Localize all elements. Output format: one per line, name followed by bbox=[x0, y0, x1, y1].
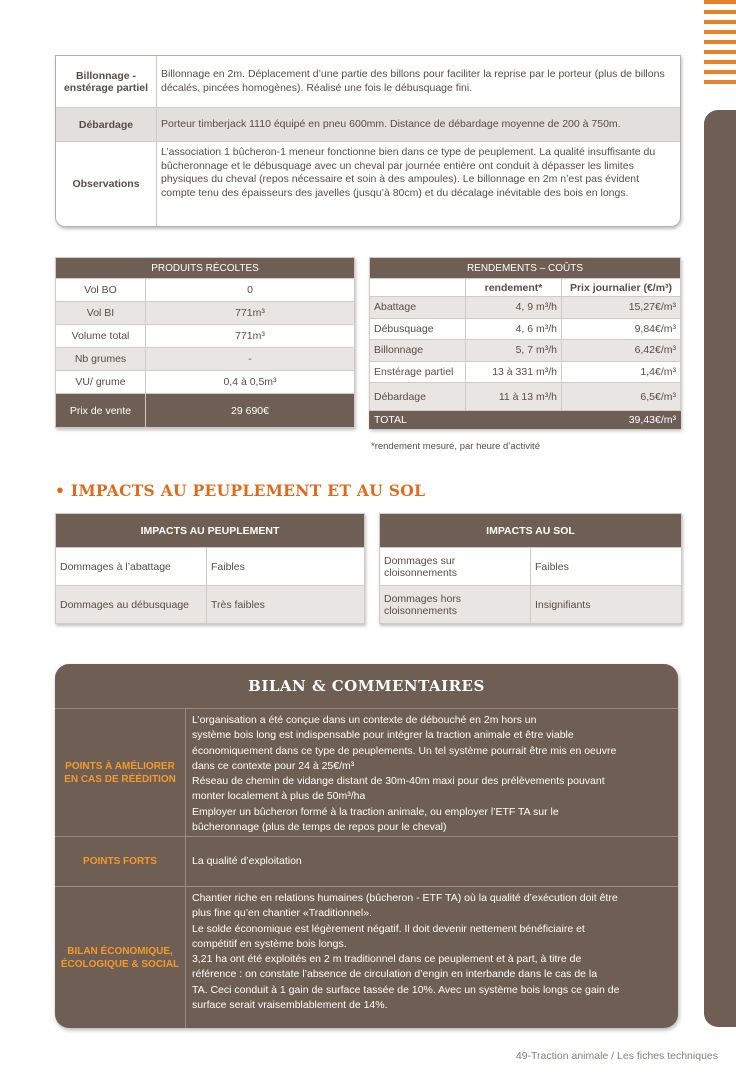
bilan-line: L’organisation a été conçue dans un contexte de débouché en 2m hors un bbox=[192, 714, 537, 726]
prix-value: 1,4€/m³ bbox=[562, 361, 681, 383]
bilan-line: Employer un bûcheron formé à la traction animale, ou employer l’ETF TA sur le bbox=[192, 805, 559, 818]
total-label: TOTAL bbox=[370, 411, 466, 429]
rendement-col-header: rendement* bbox=[466, 279, 562, 297]
rend-value: 4, 9 m³/h bbox=[466, 297, 562, 319]
corner-stripes bbox=[704, 0, 736, 90]
operations-label: Observations bbox=[56, 142, 157, 226]
operations-table bbox=[55, 55, 681, 227]
bilan-title: BILAN & COMMENTAIRES bbox=[248, 677, 485, 695]
bilan-row-label: POINTS À AMÉLIORER EN CAS DE RÉÉDITION bbox=[55, 709, 186, 836]
operations-row bbox=[56, 108, 680, 142]
impact-value: Insignifiants bbox=[531, 586, 682, 624]
rendements-table bbox=[369, 257, 681, 429]
bilan-line: La qualité d’exploitation bbox=[192, 854, 302, 867]
impact-label: Dommages sur cloisonnements bbox=[380, 548, 531, 586]
produits-label: Nb grumes bbox=[56, 348, 146, 371]
bilan-line: compétitif en système bois longs. bbox=[192, 937, 347, 950]
bilan-line: monter localement à plus de 50m³/ha bbox=[192, 790, 366, 803]
page-footer: 49-Traction animale / Les fiches techniques bbox=[515, 1050, 718, 1062]
operations-value: Porteur timberjack 1110 équipé en pneu 600mm. Distance de débardage moyenne de 200 à 750m. bbox=[161, 117, 621, 130]
bilan-line: Chantier riche en relations humaines (bûcheron - ETF TA) où la qualité d’exécution doit être bbox=[192, 892, 618, 904]
prix-value: 9,84€/m³ bbox=[562, 318, 681, 340]
rend-value: 5, 7 m³/h bbox=[466, 340, 562, 362]
operations-row bbox=[56, 142, 680, 226]
bilan-row bbox=[55, 886, 678, 1028]
section-title: • IMPACTS AU PEUPLEMENT ET AU SOL bbox=[55, 481, 426, 500]
operations-value: L’association 1 bûcheron-1 meneur fonctionne bien dans ce type de peuplement. La qualité insuffisante du bûcheronnage et le débusquage avec un cheval par journée entière ont conduit à dépasser les limites physiques du cheval (repos nécessaire et soin à des ampoules). Le billonnage en 2m n’est pas évident compte tenu des épaisseurs des javelles (jusqu’à 80cm) et du décalage inévitable des bois en longs. bbox=[161, 146, 656, 199]
produits-value: 771m³ bbox=[146, 325, 355, 348]
operations-value: Billonnage en 2m. Déplacement d’une partie des billons pour faciliter la reprise par le porteur (plus de billons décalés, pincées homogènes). Réalisé une fois le débusquage fini. bbox=[161, 68, 665, 94]
bilan-line: Le solde économique est légèrement négatif. Il doit devenir nettement bénéficiaire et bbox=[192, 922, 585, 935]
produits-label: Vol BI bbox=[56, 302, 146, 325]
rend-label: Abattage bbox=[370, 297, 466, 319]
rendements-header: RENDEMENTS – COÛTS bbox=[370, 258, 681, 279]
total-value: 39,43€/m³ bbox=[562, 411, 681, 429]
impact-value: Faibles bbox=[531, 548, 682, 586]
prix-col-header: Prix journalier (€/m³) bbox=[562, 279, 681, 297]
impact-label: Dommages au débusquage bbox=[56, 586, 207, 624]
bilan-line: système bois long est indispensable pour intégrer la traction animale et être viable bbox=[192, 729, 574, 742]
bilan-row-label: POINTS FORTS bbox=[55, 837, 186, 886]
impacts-peuplement-table bbox=[55, 513, 365, 624]
operations-label: Débardage bbox=[56, 108, 157, 141]
rend-value: 11 à 13 m³/h bbox=[466, 383, 562, 411]
bilan-row-text bbox=[186, 887, 678, 1028]
impacts-sol-header: IMPACTS AU SOL bbox=[380, 514, 682, 548]
rend-label: Enstérage partiel bbox=[370, 361, 466, 383]
bilan-line: 3,21 ha ont été exploités en 2 m traditionnel dans ce peuplement et à part, à titre de bbox=[192, 953, 582, 966]
bilan-line: référence : on constate l’absence de circulation d’engin en interbande dans le cas de la bbox=[192, 968, 598, 981]
side-tab bbox=[704, 110, 736, 1027]
produits-label: VU/ grume bbox=[56, 371, 146, 394]
impact-label: Dommages à l’abattage bbox=[56, 548, 207, 586]
bilan-row bbox=[55, 836, 678, 886]
bilan-line: Réseau de chemin de vidange distant de 30m-40m maxi pour des prélèvements pouvant bbox=[192, 775, 605, 788]
bilan-line: économiquement dans ce type de peuplements. Un tel système pourrait être mis en oeuvre bbox=[192, 744, 617, 757]
operations-label: Billonnage - enstérage partiel bbox=[56, 56, 157, 107]
produits-value: 0,4 à 0,5m³ bbox=[146, 371, 355, 394]
rend-label: Débardage bbox=[370, 383, 466, 411]
produits-label: Vol BO bbox=[56, 279, 146, 302]
produits-header: PRODUITS RÉCOLTES bbox=[56, 258, 355, 279]
rendement-note: *rendement mesuré, par heure d’activité bbox=[371, 441, 540, 452]
produits-label: Volume total bbox=[56, 325, 146, 348]
prix-value: 6,5€/m³ bbox=[562, 383, 681, 411]
rend-label: Billonnage bbox=[370, 340, 466, 362]
bilan-row-text bbox=[186, 709, 678, 836]
impacts-peuplement-header: IMPACTS AU PEUPLEMENT bbox=[56, 514, 365, 548]
bilan-line: bûcheronnage (plus de temps de repos pour le cheval) bbox=[192, 821, 447, 834]
bilan-line: plus fine qu’en chantier «Traditionnel». bbox=[192, 907, 372, 920]
rend-value: 4, 6 m³/h bbox=[466, 318, 562, 340]
impacts-sol-table bbox=[379, 513, 682, 624]
impact-label: Dommages hors cloisonnements bbox=[380, 586, 531, 624]
bilan-panel bbox=[55, 664, 678, 1028]
produits-table bbox=[55, 257, 355, 428]
bilan-line: surface serait vraisemblablement de 14%. bbox=[192, 999, 388, 1012]
impact-value: Faibles bbox=[207, 548, 365, 586]
bilan-row bbox=[55, 708, 678, 836]
bilan-row-label: BILAN ÉCONOMIQUE, ÉCOLOGIQUE & SOCIAL bbox=[55, 887, 186, 1028]
bilan-row-text bbox=[186, 837, 678, 886]
prix-vente-label: Prix de vente bbox=[56, 394, 146, 428]
bilan-line: dans ce contexte pour 24 à 25€/m³ bbox=[192, 759, 355, 772]
rend-label: Débusquage bbox=[370, 318, 466, 340]
prix-vente-value: 29 690€ bbox=[146, 394, 355, 428]
impact-value: Très faibles bbox=[207, 586, 365, 624]
prix-value: 15,27€/m³ bbox=[562, 297, 681, 319]
produits-value: 0 bbox=[146, 279, 355, 302]
rend-value: 13 à 331 m³/h bbox=[466, 361, 562, 383]
bilan-line: TA. Ceci conduit à 1 gain de surface tassée de 10%. Avec un système bois longs ce gain de bbox=[192, 983, 620, 996]
operations-row bbox=[56, 56, 680, 108]
prix-value: 6,42€/m³ bbox=[562, 340, 681, 362]
produits-value: 771m³ bbox=[146, 302, 355, 325]
produits-value: - bbox=[146, 348, 355, 371]
